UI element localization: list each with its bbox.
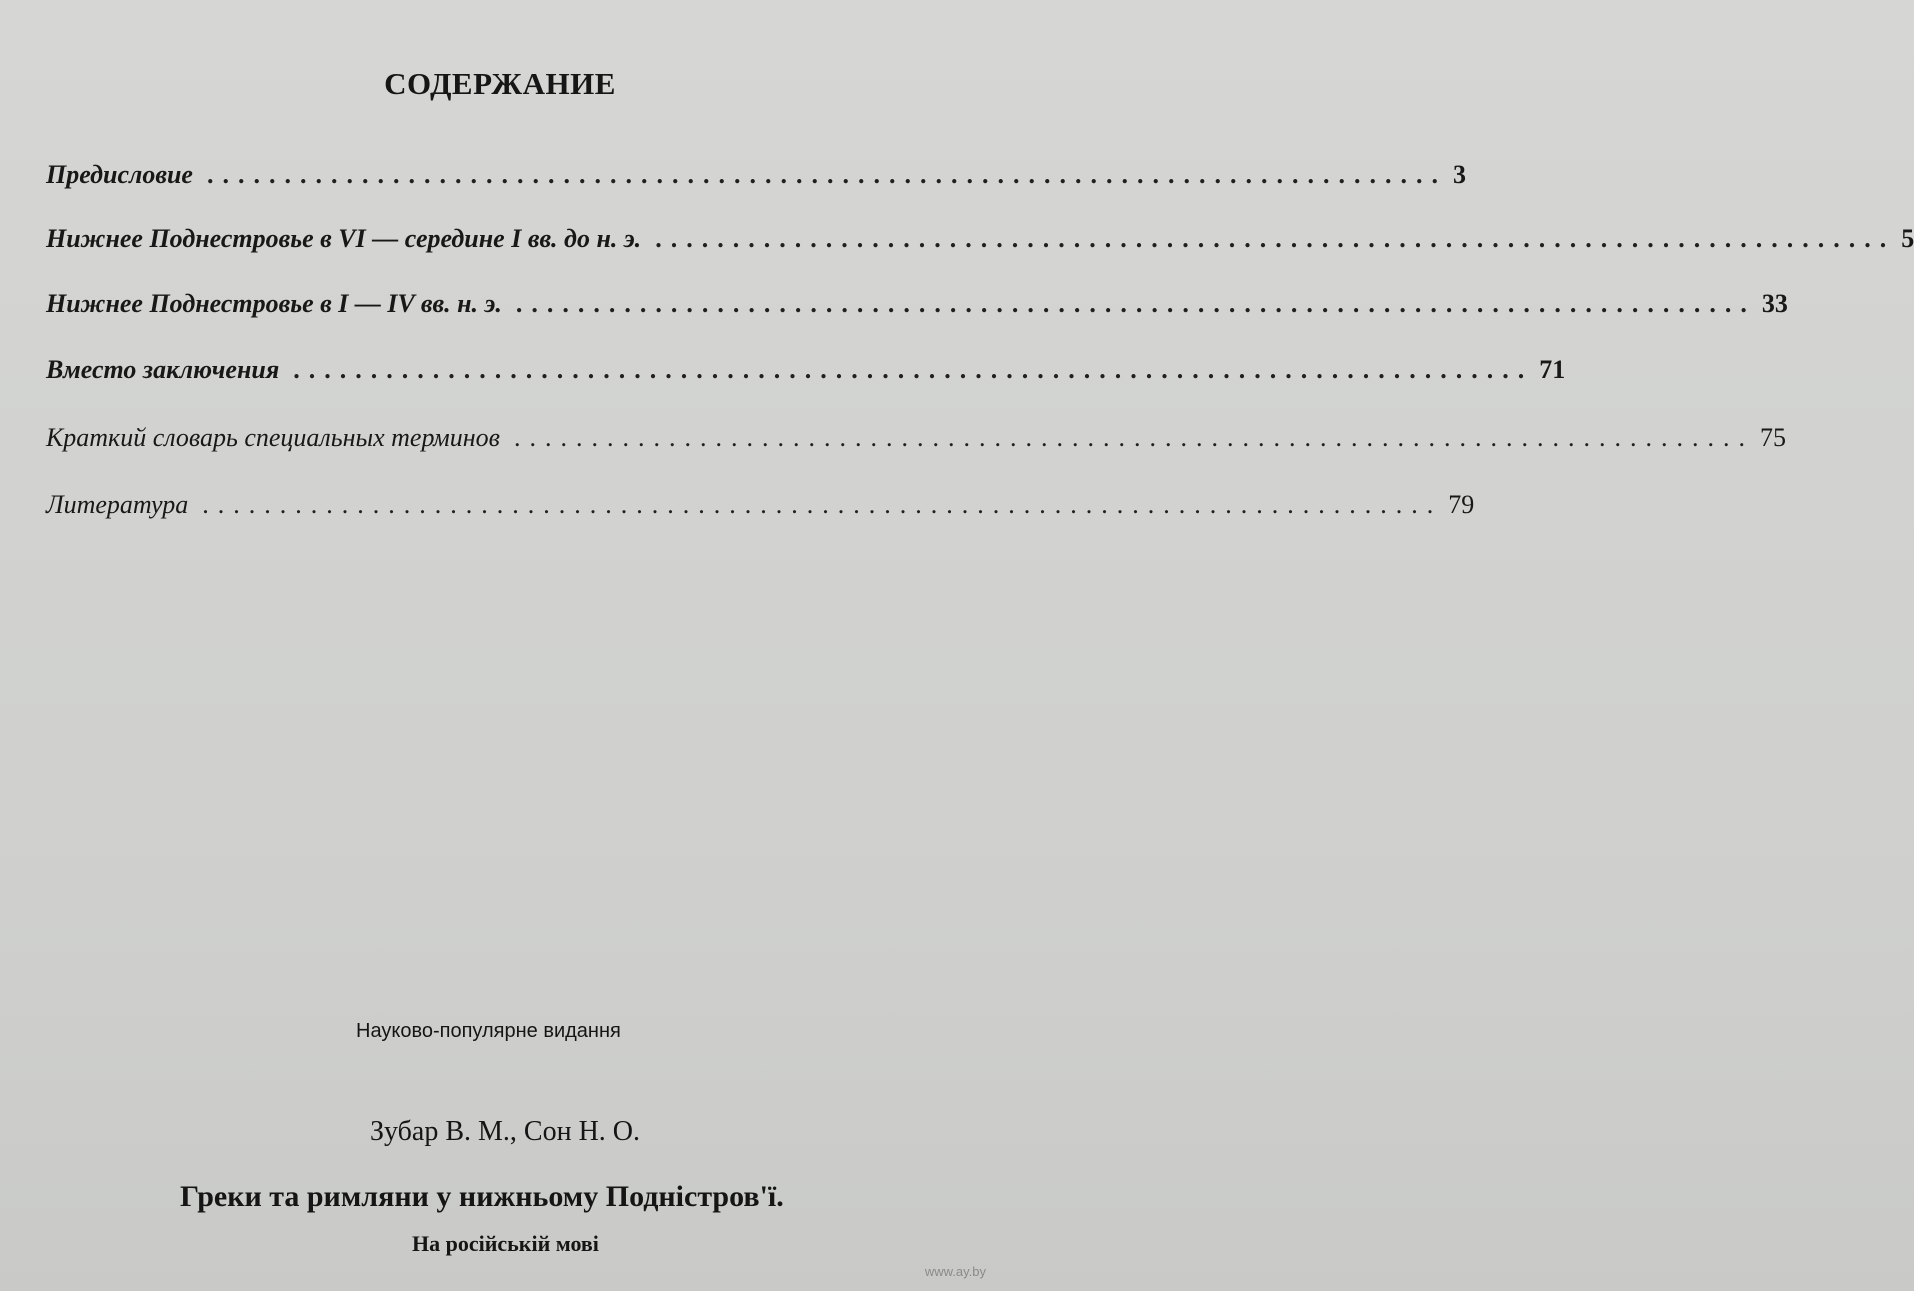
toc-entry [46, 289, 1788, 325]
toc-title: СОДЕРЖАНИЕ [384, 66, 616, 101]
book-title: Греки та римляни у нижньому Подністров'ї. [180, 1180, 784, 1213]
site-watermark: www.ay.by [924, 1264, 986, 1279]
toc-leader-dots: ................................................................................ [293, 355, 1534, 384]
toc-leader-dots: ................................................................................ [515, 289, 1756, 318]
toc-entry [46, 224, 1914, 260]
toc-entry-page: 5 [1901, 224, 1914, 253]
toc-entry-label: Вместо заключения [46, 355, 280, 384]
toc-leader-dots: ................................................................................ [206, 160, 1447, 189]
toc-entry-label: Нижнее Поднестровье в I — IV вв. н. э. [46, 289, 502, 318]
toc-leader-dots: ................................................................................ [202, 490, 1443, 519]
toc-entry-page: 33 [1761, 289, 1788, 318]
toc-entry-page: 75 [1759, 423, 1786, 452]
toc-entry-page: 3 [1452, 160, 1466, 189]
toc-entry-label: Предисловие [46, 160, 193, 189]
toc-entry [46, 355, 1566, 391]
toc-entry-label: Нижнее Поднестровье в VI — середине I вв. до н. э. [46, 224, 642, 253]
book-authors: Зубар В. М., Сон Н. О. [370, 1116, 641, 1147]
book-language-note: На російській мові [412, 1231, 599, 1256]
toc-entry [46, 423, 1786, 459]
toc-leader-dots: ................................................................................ [655, 224, 1896, 253]
toc-entry-label: Краткий словарь специальных терминов [46, 423, 500, 452]
toc-entry-page: 71 [1539, 355, 1566, 384]
toc-leader-dots: ................................................................................ [513, 423, 1754, 452]
toc-entry [46, 160, 1466, 196]
toc-entry-page: 79 [1448, 490, 1475, 519]
toc-entry-label: Литература [46, 490, 189, 519]
toc-entry [46, 490, 1475, 526]
edition-type: Науково-популярне видання [356, 1020, 621, 1042]
